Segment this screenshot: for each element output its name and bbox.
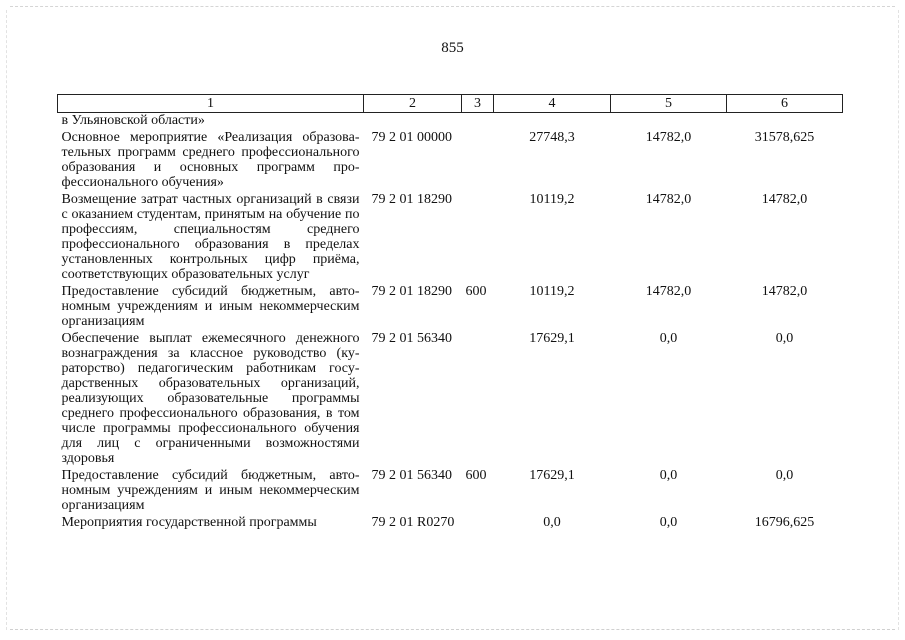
table-row (58, 190, 843, 282)
row-description: Предоставление субсидий бюджетным, автономным учреждениям и иным некоммерческим организациям (61, 284, 360, 329)
row-value-6: 0,0 (775, 331, 794, 346)
scan-edge-bottom (10, 629, 895, 630)
budget-table-container (57, 94, 842, 530)
scan-edge-top (10, 6, 895, 7)
row-value-6: 31578,625 (754, 130, 815, 145)
row-value-5: 14782,0 (645, 192, 692, 207)
row-value-5: 0,0 (659, 515, 678, 530)
row-value-4: 0,0 (543, 515, 561, 530)
row-value-6 (727, 113, 843, 129)
row-value-6: 0,0 (775, 468, 794, 483)
row-code (364, 113, 462, 129)
table-row (58, 113, 843, 129)
row-value-4: 17629,1 (529, 331, 575, 346)
row-value-4: 17629,1 (529, 468, 575, 483)
row-code: 79 2 01 18290 (371, 192, 452, 207)
row-description: Мероприятия государственной программы (61, 515, 317, 530)
row-value-5: 14782,0 (645, 130, 692, 145)
row-type (462, 113, 494, 129)
row-value-6: 14782,0 (761, 192, 808, 207)
row-description: Основное мероприятие «Реализация образовательных программ среднего профессионального образования и основных программ профессионального обучения» (61, 130, 360, 190)
budget-table (57, 94, 843, 530)
table-row (58, 329, 843, 466)
row-code: 79 2 01 R0270 (371, 515, 455, 530)
row-description: Возмещение затрат частных организаций в связи с оказанием студентам, принятым на обучение по профессиям, специальностям среднего профессионального образования в пределах установленных контрольных цифр приёма, соответствующих образовательных услуг (61, 192, 360, 282)
scan-edge-left (6, 10, 7, 630)
row-value-5: 0,0 (659, 331, 678, 346)
header-col-2: 2 (364, 95, 462, 113)
row-value-4: 27748,3 (529, 130, 575, 145)
row-description: Предоставление субсидий бюджетным, автономным учреждениям и иным некоммерческим организациям (61, 468, 360, 513)
table-row (58, 282, 843, 329)
table-header (58, 95, 843, 113)
table-body (58, 113, 843, 531)
row-value-4 (494, 113, 611, 129)
header-col-4: 4 (494, 95, 611, 113)
table-row (58, 128, 843, 190)
row-code: 79 2 01 56340 (371, 331, 452, 346)
row-description: в Ульяновской области» (61, 113, 205, 128)
table-row (58, 466, 843, 513)
scan-edge-right (898, 10, 899, 630)
row-type (462, 329, 494, 466)
row-type (462, 190, 494, 282)
header-col-6: 6 (727, 95, 843, 113)
row-value-4: 10119,2 (529, 192, 575, 207)
page-number: 855 (441, 40, 464, 56)
row-type: 600 (465, 468, 487, 483)
row-type (462, 128, 494, 190)
header-col-1: 1 (58, 95, 364, 113)
row-value-5: 14782,0 (645, 284, 692, 299)
row-value-5 (611, 113, 727, 129)
row-type (462, 513, 494, 530)
row-code: 79 2 01 00000 (371, 130, 452, 145)
header-col-3: 3 (462, 95, 494, 113)
table-row (58, 513, 843, 530)
row-description: Обеспечение выплат ежемесячного денежного вознаграждения за классное руководство (кураторство) педагогическим работникам государственных образовательных организаций, реализующих образовательные программы среднего профессионального образования, в том числе программы профессионального обучения для лиц с ограниченными возможностями здоровья (61, 331, 360, 466)
row-code: 79 2 01 18290 (371, 284, 452, 299)
row-value-6: 14782,0 (761, 284, 808, 299)
header-row (58, 95, 843, 113)
row-code: 79 2 01 56340 (371, 468, 452, 483)
row-value-4: 10119,2 (529, 284, 575, 299)
row-value-6: 16796,625 (754, 515, 815, 530)
header-col-5: 5 (611, 95, 727, 113)
row-value-5: 0,0 (659, 468, 678, 483)
row-type: 600 (465, 284, 487, 299)
